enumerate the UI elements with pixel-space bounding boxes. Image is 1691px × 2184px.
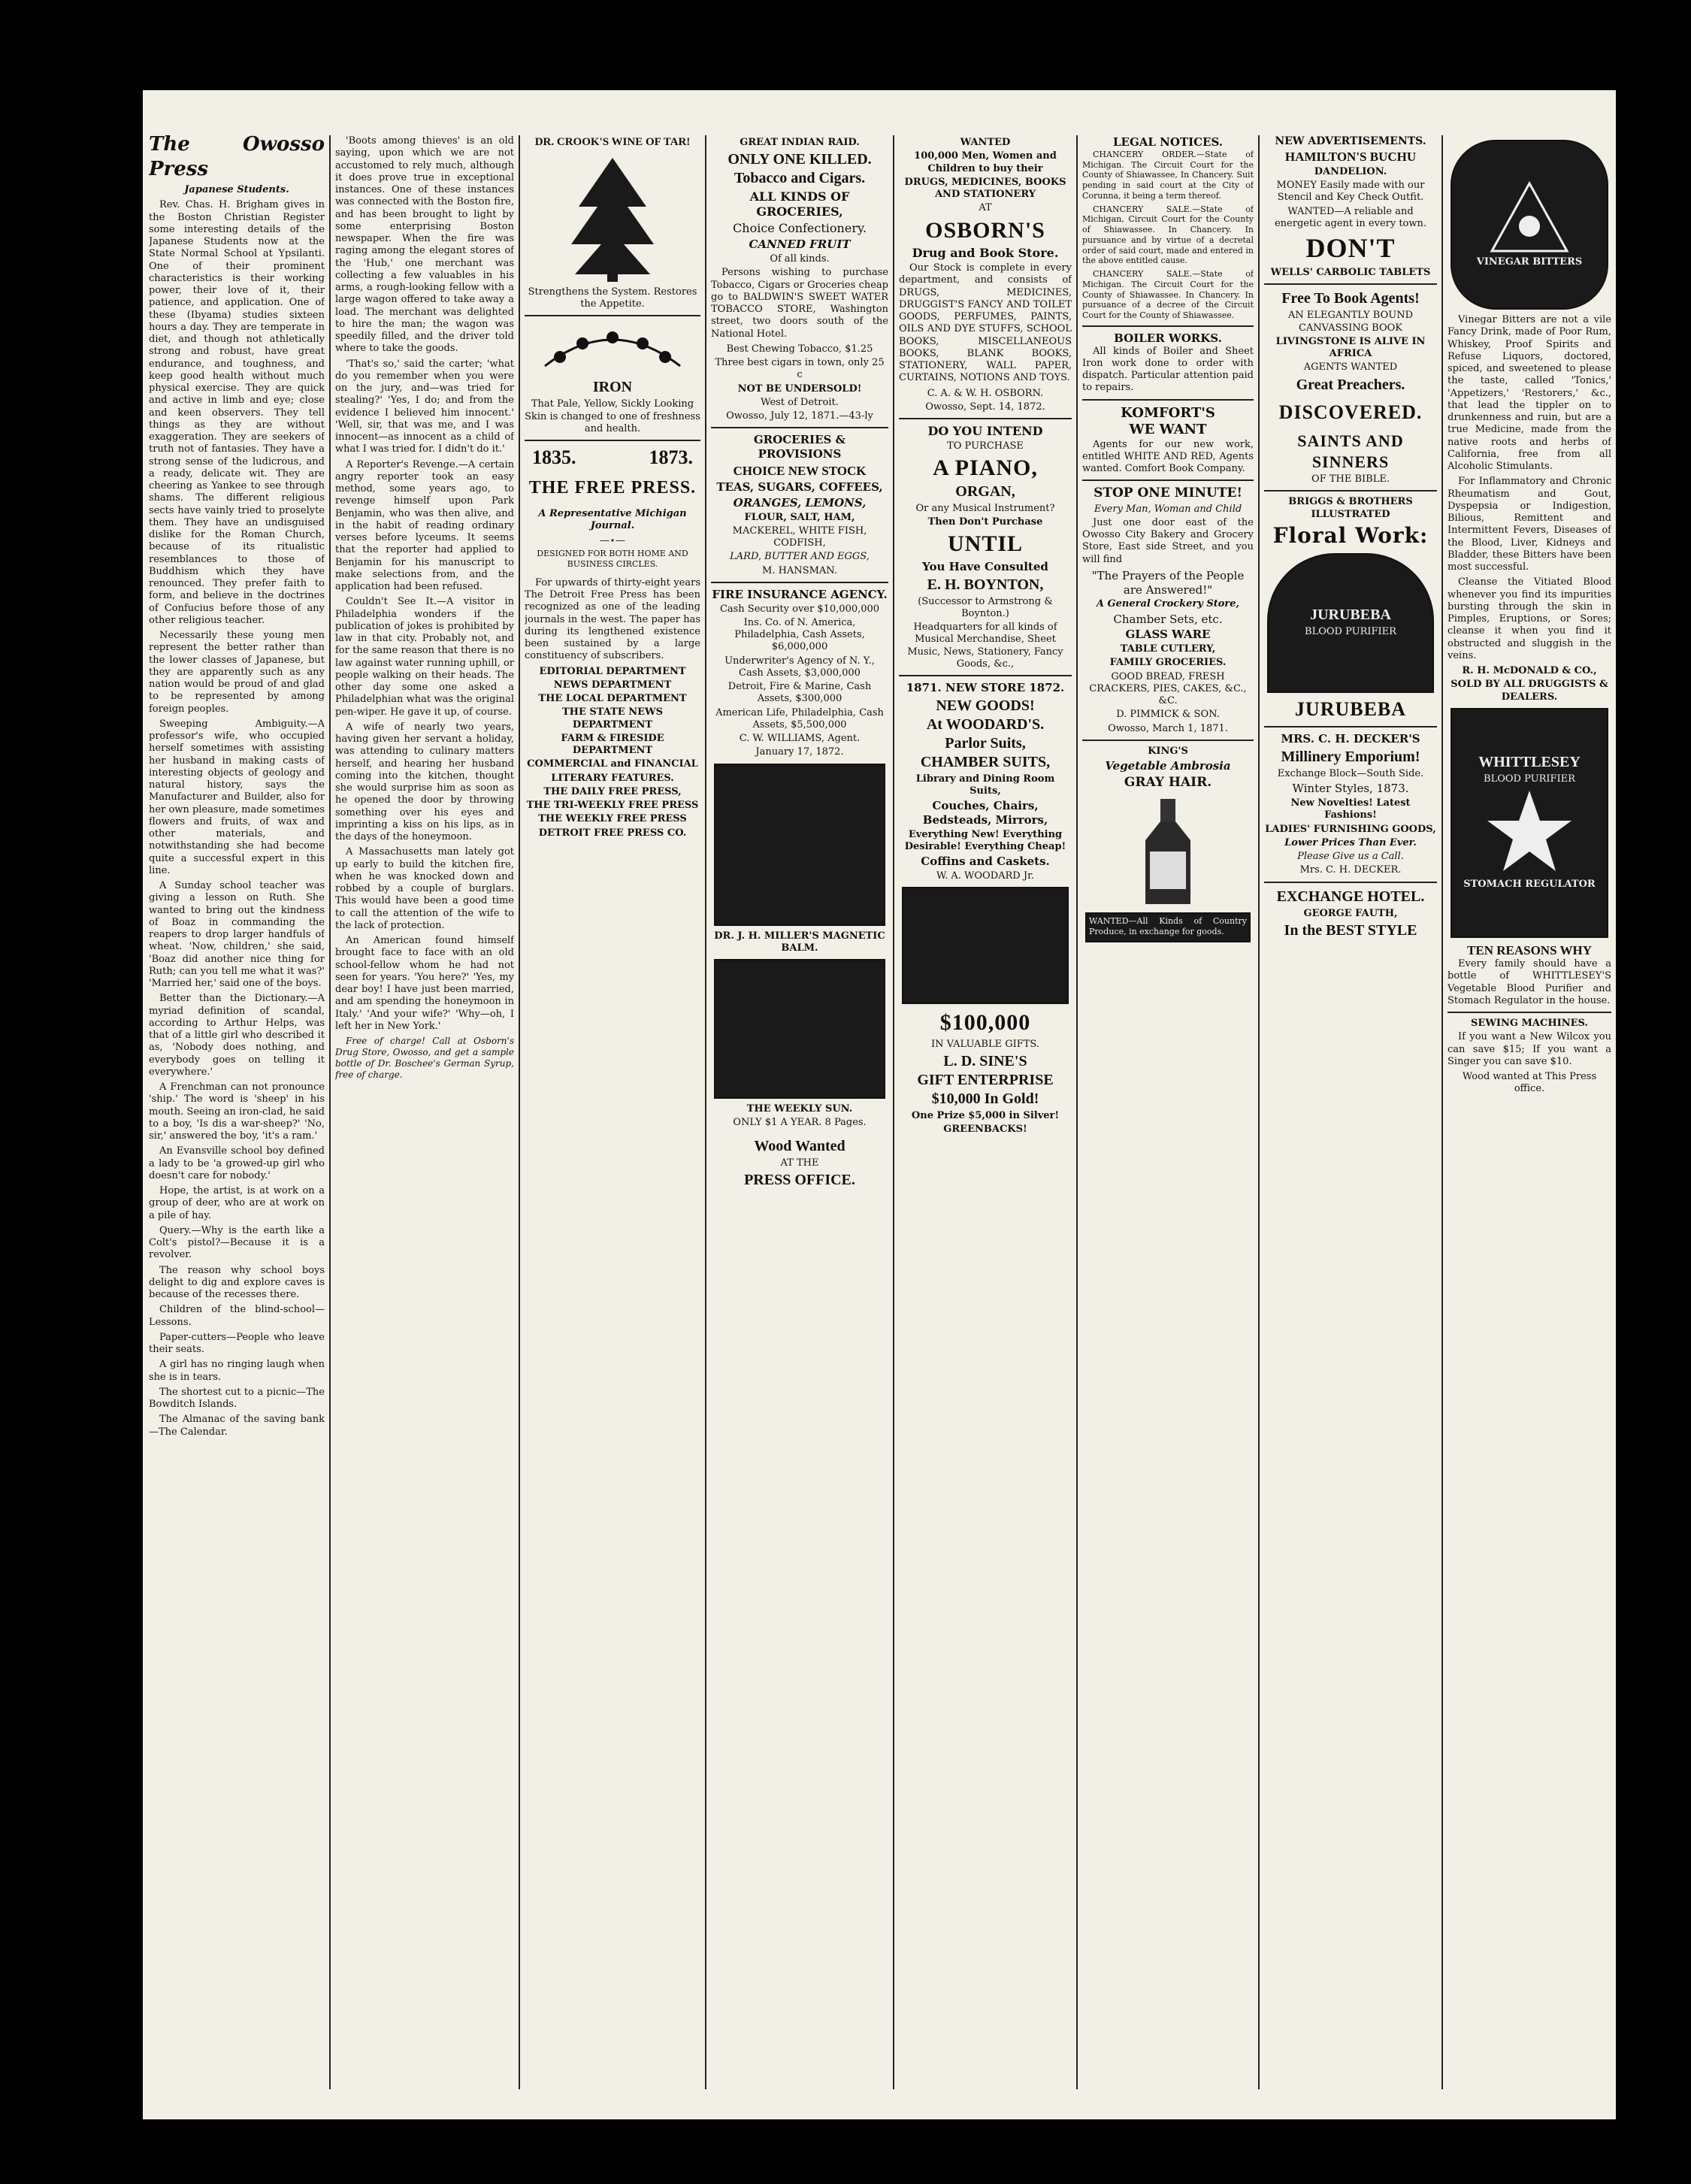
produce-wanted-banner: WANTED—All Kinds of Country Produce, in exchange for goods. [1085, 912, 1251, 942]
consulted-line: You Have Consulted [922, 559, 1048, 573]
wood-wanted-heading: Wood Wanted [754, 1137, 846, 1154]
wanted-line: WANTED—A reliable and energetic agent in every town. [1274, 205, 1427, 229]
year-start: 1835. [532, 446, 576, 468]
crockery-line: A General Crockery Store, [1096, 598, 1240, 610]
osborn-signature: C. A. & W. H. OSBORN. [927, 387, 1044, 399]
vinegar-logo-text: VINEGAR BITTERS [1476, 256, 1583, 268]
piano-or: Or any Musical Instrument? [915, 502, 1055, 514]
article-paragraph: A Reporter's Revenge.—A certain angry reporter took an easy method, some years ago, to revenge himself upon Park Benjamin, who was then alive, and in the habit of reading ordinary verses before lyceums. It seems that the reporter had applied to Benjamin for his manuscript to make selections from, and the application had been refused. [335, 458, 514, 592]
floral-heading: Floral Work: [1272, 522, 1429, 548]
boynton-hq: Headquarters for all kinds of Musical Merchandise, Sheet Music, News, Stationery, Fancy Goods, &c., [907, 622, 1063, 670]
legal-notices-heading: LEGAL NOTICES. [1112, 135, 1224, 149]
agents-line: AGENTS WANTED [1303, 361, 1398, 374]
saints-heading: SAINTS AND SINNERS [1297, 431, 1404, 471]
article-paragraph: An Evansville school boy defined a lady to be 'a growed-up girl who doesn't care for nobody.' [149, 1145, 325, 1181]
free-press-signature: DETROIT FREE PRESS CO. [538, 827, 687, 839]
coffins-line: Coffins and Caskets. [921, 855, 1050, 869]
balm-heading: DR. J. H. MILLER'S MAGNETIC BALM. [714, 930, 885, 954]
article-paragraph: Rev. Chas. H. Brigham gives in the Boston Christian Register some interesting details of the Japanese Students now at the State Normal School at Ypsilanti. One of their prominent characteristics is their working power, their love of it, their patience, and application. One of these (Ibyama) studies sixteen hours a day. They are temperate in diet, and though not athletically strong and robust, have great endurance, and toughness, and keep good health without much physical exercise. They are quick and active in limb and eye; close and keen observers. They tell things as they are without exaggeration. They are seekers of truth not of fantasies. They have a strong sense of the ludicrous, and a ready, delicate wit. They are cheering as Yankee to see through shams. The different religious sects have vainly tried to proselyte them. They have an undisguised dislike for the Roman Church, because of its ritualistic resemblances to those of Buddhism which they have renounced. They prefer faith to form, and believe in the doctrines of Confucius before those of any other religious teacher. [149, 199, 325, 626]
iron-text: That Pale, Yellow, Sickly Looking Skin is changed to one of freshness and health. [525, 398, 700, 434]
column-5 [899, 135, 1072, 2089]
reasons-text: Every family should have a bottle of WHITTLESEY'S Vegetable Blood Purifier and Stomach Regulator in the house. [1447, 958, 1611, 1006]
novelties-line: New Novelties! Latest Fashions! [1290, 797, 1411, 821]
legal-notice: CHANCERY ORDER.—State of Michigan. The Circuit Court for the County of Shiawassee, In Chancery. Suit pending in said court at the City of Corunna, it being a term thereof. [1082, 149, 1254, 201]
triangle-eye-icon [1488, 180, 1571, 255]
legal-notice: CHANCERY SALE.—State of Michigan. The Circuit Court for the County of Shiawassee. In Chancery. In pursuance of a decree of the Circuit Court for the County of Shiawassee. [1082, 269, 1254, 320]
reasons-heading: TEN REASONS WHY [1467, 942, 1592, 957]
wanted-items: DRUGS, MEDICINES, BOOKS AND STATIONERY [904, 176, 1066, 200]
chamber-suits: CHAMBER SUITS, [920, 753, 1051, 770]
article-paragraph: Children of the blind-school—Lessons. [149, 1304, 325, 1328]
insurance-cash: Cash Security over $10,000,000 [719, 603, 880, 615]
gift-amount: $100,000 [939, 1010, 1031, 1036]
column-6 [1082, 135, 1254, 2089]
boynton-name: E. H. BOYNTON, [927, 576, 1044, 593]
daily-heading: THE DAILY FREE PRESS, [543, 785, 682, 797]
year-end: 1873. [649, 446, 693, 468]
glass-ware-line: GLASS WARE [1125, 628, 1211, 642]
article-paragraph: Hope, the artist, is at work on a group of deer, who are at work on a pile of hay. [149, 1185, 325, 1221]
osborn-store: Drug and Book Store. [912, 246, 1059, 260]
editorial-heading: EDITORIAL DEPARTMENT [539, 665, 686, 677]
iron-heading: IRON [592, 379, 633, 396]
discovered-heading: DISCOVERED. [1278, 401, 1423, 423]
article-paragraph: Better than the Dictionary.—A myriad definition of scandal, according to Arthur Helps, was that of a little girl who described it as, 'Nobody does nothing, and everybody goes on telling it everywhere.' [149, 993, 325, 1078]
kings-heading: KING'S [1148, 745, 1188, 757]
article-paragraph: An American found himself brought face to face with an old school-fellow whom he had not seen for years. 'You here?' 'Yes, my dear boy! I have just been married, and am spending the honeymoon in Italy.' 'And your wife?' 'Why—oh, I left her in New York.' [335, 935, 514, 1032]
new-goods-heading: NEW GOODS! [936, 697, 1035, 714]
column-8 [1447, 135, 1611, 2089]
press-office-line: PRESS OFFICE. [744, 1171, 855, 1188]
west-line: West of Detroit. [761, 396, 839, 408]
gift-valuable: IN VALUABLE GIFTS. [931, 1038, 1039, 1050]
bottle-icon [1138, 795, 1198, 908]
newspaper-page [143, 90, 1616, 2119]
canvass-line: AN ELEGANTLY BOUND CANVASSING BOOK [1287, 310, 1414, 334]
cutlery-line: TABLE CUTLERY, [1120, 643, 1216, 655]
masthead-title: The Owosso Press [149, 133, 325, 180]
woodard-line: At WOODARD'S. [926, 715, 1045, 733]
pimmick-date: Owosso, March 1, 1871. [1108, 722, 1228, 734]
grocery-items: TEAS, SUGARS, COFFEES, [716, 480, 883, 494]
vinegar-text: For Inflammatory and Chronic Rheumatism and Gout, Dyspepsia or Indigestion, Bilious, Remittent and Intermittent Fevers, Diseases of the Blood, Liver, Kidneys and Bladder, these Bitters have been most successful. [1447, 476, 1611, 573]
wine-of-tar-sub: Strengthens the System. Restores the Appetite. [528, 286, 697, 310]
store-years: 1871. NEW STORE 1872. [906, 681, 1065, 694]
best-style-line: In the BEST STYLE [1284, 921, 1417, 939]
wanted-at: AT [979, 202, 992, 214]
gray-hair-heading: GRAY HAIR. [1124, 774, 1212, 790]
insurance-item: American Life, Philadelphia, Cash Assets, $5,500,000 [715, 706, 884, 731]
prize-line: One Prize $5,000 in Silver! [911, 1110, 1060, 1121]
we-want-heading: WE WANT [1129, 422, 1207, 437]
article-paragraph: Query.—Why is the earth like a Colt's pistol?—Because it is a revolver. [149, 1224, 325, 1261]
insurance-item: Ins. Co. of N. America, Philadelphia, Cash Assets, $6,000,000 [734, 616, 865, 653]
boynton-successor: (Successor to Armstrong & Boynton.) [918, 595, 1053, 619]
raid-top: GREAT INDIAN RAID. [740, 137, 860, 148]
grocery-items: MACKEREL, WHITE FISH, CODFISH, [732, 525, 867, 549]
vinegar-signature: R. H. McDONALD & CO., [1462, 665, 1597, 676]
article-paragraph: Couldn't See It.—A visitor in Philadelphia wonders if the publication of jokes is prohibited by law in that city. Probably not, and for the same reason that there is no law against water running uphill, or people walking on their heads. The other day some one asked a Philadelphian what was the original pen-wiper. He gave it up, of course. [335, 596, 514, 718]
family-groceries-line: FAMILY GROCERIES. [1109, 657, 1227, 669]
insurance-date: January 17, 1872. [755, 746, 844, 758]
raid-headline: ONLY ONE KILLED. [728, 151, 872, 168]
vinegar-text: Vinegar Bitters are not a vile Fancy Drink, made of Poor Rum, Whiskey, Proof Spirits and Refuse Liquors, doctored, spiced, and sweetened to please the taste, called 'Tonics,' 'Appetizers,' 'Restorers,' &c., that lead the tippler on to drunkenness and ruin, but are a true Medicine, made from the native roots and herbs of California, free from all Alcoholic Stimulants. [1447, 314, 1611, 472]
greenbacks-line: GREENBACKS! [943, 1124, 1027, 1136]
piano-to: TO PURCHASE [947, 440, 1024, 452]
money-line: MONEY Easily made with our Stencil and Key Check Outfit. [1276, 180, 1425, 204]
designed-line: DESIGNED FOR BOTH HOME AND BUSINESS CIRCLES. [537, 549, 688, 569]
weekly-heading: THE WEEKLY FREE PRESS [538, 813, 687, 825]
groceries-line: ALL KINDS OF GROCERIES, [749, 189, 850, 219]
piano-heading: A PIANO, [933, 455, 1038, 481]
preachers-heading: Great Preachers. [1296, 376, 1405, 393]
vinegar-text: Cleanse the Vitiated Blood whenever you find its impurities bursting through the skin in Pimples, Eruptions, or Sores; cleanse it when you find it obstructed and sluggish in the veins. [1447, 576, 1611, 661]
decker-heading: MRS. C. H. DECKER'S [1281, 732, 1420, 746]
whittlesey-name: WHITTLESEY [1478, 754, 1581, 770]
wine-of-tar-heading: DR. CROOK'S WINE OF TAR! [534, 136, 691, 148]
column-7 [1264, 135, 1437, 2089]
jurubeba-logo-sub: BLOOD PURIFIER [1305, 626, 1396, 638]
confectionery-line: Choice Confectionery. [733, 221, 867, 236]
chamber-sets-line: Chamber Sets, etc. [1113, 612, 1223, 626]
article-paragraph: A girl has no ringing laugh when she is in tears. [149, 1359, 325, 1383]
article-paragraph: The Almanac of the saving bank—The Calendar. [149, 1414, 325, 1438]
whittlesey-logo [1451, 708, 1608, 938]
gift-enterprise-heading: GIFT ENTERPRISE [917, 1072, 1054, 1088]
exchange-block: Exchange Block—South Side. [1277, 768, 1424, 779]
iron-arch-icon [537, 321, 688, 374]
osborn-text: Our Stock is complete in every department, and consists of DRUGS, MEDICINES, DRUGGIST'S FANCY AND TOILET GOODS, PERFUMES, PAINTS, OILS AND DYE STUFFS, SCHOOL BOOKS, MISCELLANEOUS BOOKS, BLANK BOOKS, STATIONERY, WALL PAPER, CURTAINS, NOTIONS AND TOYS. [899, 262, 1072, 384]
insurance-item: Detroit, Fire & Marine, Cash Assets, $300,000 [728, 681, 872, 705]
bread-line: GOOD BREAD, FRESH CRACKERS, PIES, CAKES, &C., &C. [1089, 670, 1247, 706]
article-paragraph: A wife of nearly two years, having given her servant a holiday, was attending to culinary matters herself, and hearing her husband coming into the kitchen, thought she would surprise him as soon as he opened the door by throwing something over his eyes and imprinting a kiss on his lips, as in the days of the honeymoon. [335, 721, 514, 842]
ladies-line: LADIES' FURNISHING GOODS, [1265, 823, 1436, 835]
triweekly-heading: THE TRI-WEEKLY FREE PRESS [526, 800, 699, 811]
wells-line: WELLS' CARBOLIC TABLETS [1270, 267, 1431, 278]
sine-name: L. D. SINE'S [943, 1053, 1027, 1069]
free-press-title: THE FREE PRESS. [528, 477, 697, 498]
please-call: Please Give us a Call. [1297, 851, 1404, 862]
vinegar-bitters-logo [1451, 140, 1608, 310]
article-paragraph: A Sunday school teacher was giving a lesson on Ruth. She wanted to bring out the kindness of Boaz in commanding the reapers to drop larger handfuls of wheat. 'Now, children,' she said, 'Boaz did another nice thing for Ruth; can you tell me what it was?' 'Married her,' said one of the boys. [149, 880, 325, 989]
grocery-signature: M. HANSMAN. [762, 564, 837, 576]
column-3: DR. CROOK'S WINE OF TAR! Strengthens the System. Restores the Appetite. IRON That Pale, Yellow, Sickly Looking Skin is changed to one of freshness and health. 1835. 1873. THE FREE PRESS. A Representative Michigan Journal. —⋆— DESIGNED FOR BOTH HOME AND BUSINESS CIRCLES. For upwards of thirty-eight years The Detroit Free Press has been recognized as one of the leading journals in the west. The paper has during its lengthened existence been sustained by a large constituency of subscribers. EDITORIAL DEPARTMENT NEWS DEPARTMENT THE LOCAL DEPARTMENT THE STATE NEWS DEPARTMENT FARM & FIRESIDE DEPARTMENT COMMERCIAL and FINANCIAL LITERARY FEATURES. THE DAILY FREE PRESS, THE TRI-WEEKLY FREE PRESS THE WEEKLY FREE PRESS DETROIT FREE PRESS CO. [525, 136, 700, 839]
article-paragraph: Necessarily these young men represent the better rather than the lower classes of Japanese, but they are apparently such as any nation would be proud of and glad to be represented by among foreign peoples. [149, 630, 325, 715]
star-icon [1484, 787, 1575, 877]
osborn-date: Owosso, Sept. 14, 1872. [925, 401, 1045, 413]
literary-heading: LITERARY FEATURES. [551, 772, 674, 784]
parlor-suits: Parlor Suits, [945, 734, 1026, 752]
canned-fruit-line: CANNED FRUIT [749, 237, 851, 252]
jurubeba-logo-text: JURUBEBA [1310, 606, 1391, 624]
pine-tree-icon [564, 154, 661, 282]
column-2 [335, 135, 514, 2089]
raid-date: Owosso, July 12, 1871.—43-ly [726, 410, 873, 422]
cigar-price: Three best cigars in town, only 25 c [715, 357, 885, 381]
woodard-signature: W. A. WOODARD Jr. [936, 870, 1034, 882]
wood-line: Wood wanted at This Press office. [1462, 1071, 1597, 1095]
piano-question: DO YOU INTEND [927, 424, 1043, 438]
prayers-line: "The Prayers of the People are Answered!" [1091, 568, 1245, 597]
briggs-line: BRIGGS & BROTHERS ILLUSTRATED [1288, 496, 1413, 520]
article-paragraph: Sweeping Ambiguity.—A professor's wife, who occupied herself sometimes with assisting her husband in making casts of interesting objects of geology and natural history, says the Manufacturer and Builder, also for her own pleasure, made sometimes flowers and fruits, of wax and other materials, and notwithstanding she had become quite a successful expert in this line. [149, 718, 325, 876]
tobacco-line: Tobacco and Cigars. [734, 170, 866, 187]
organ-heading: ORGAN, [955, 482, 1015, 500]
piano-then: Then Don't Purchase [927, 516, 1043, 528]
new-stock-line: CHOICE NEW STOCK [733, 463, 867, 478]
insurance-item: Underwriter's Agency of N. Y., Cash Assets, $3,000,000 [724, 655, 875, 679]
local-heading: THE LOCAL DEPARTMENT [538, 693, 687, 704]
stop-sub: Every Man, Woman and Child [1094, 503, 1242, 515]
news-heading: NEWS DEPARTMENT [553, 679, 672, 691]
boiler-heading: BOILER WORKS. [1114, 331, 1222, 345]
canned-fruit-sub: Of all kinds. [770, 253, 830, 265]
until-heading: UNTIL [947, 531, 1024, 557]
tobacco-price: Best Chewing Tobacco, $1.25 [726, 343, 873, 355]
grocery-items: FLOUR, SALT, HAM, [744, 511, 855, 523]
buchu-name: HAMILTON'S BUCHU [1284, 149, 1417, 164]
druggists-line: SOLD BY ALL DRUGGISTS & DEALERS. [1451, 679, 1608, 703]
lower-prices: Lower Prices Than Ever. [1284, 836, 1417, 848]
sewing-heading: SEWING MACHINES. [1471, 1018, 1588, 1029]
article-paragraph: 'Boots among thieves' is an old saying, upon which we are not accustomed to rely much, although it does prove true in exceptional instances. One of these instances was connected with the Boston fire, and has been brought to light by some enterprising Boston newspaper. When the fire was raging among the elegant stores of the 'Hub,' one merchant was collecting a few valuables in his arms, a rough-looking fellow with a large wagon offered to take away a load. The merchant was delighted to hire the man; the wagon was speedily filled, and the driver told where to take the goods. [335, 135, 514, 355]
article-paragraph: The reason why school boys delight to dig and explore caves is because of the recesses there. [149, 1264, 325, 1300]
sun-heading: THE WEEKLY SUN. [746, 1103, 853, 1115]
hotel-heading: EXCHANGE HOTEL. [1276, 888, 1425, 905]
undersold-line: NOT BE UNDERSOLD! [737, 383, 862, 395]
sun-sub: ONLY $1 A YEAR. 8 Pages. [733, 1117, 867, 1129]
winter-styles: Winter Styles, 1873. [1292, 782, 1409, 796]
grocery-items: LARD, BUTTER AND EGGS, [730, 551, 870, 563]
livingstone-line: LIVINGSTONE IS ALIVE IN AFRICA [1275, 335, 1426, 359]
raid-text: Persons wishing to purchase Tobacco, Cigars or Groceries cheap go to BALDWIN'S SWEET WATER TOBACCO STORE, Washington street, two doors south of the National Hotel. [711, 267, 888, 340]
article-paragraph: 'That's so,' said the carter; 'what do you remember when you were on the jury, and—was tried for stealing?' 'Yes, I do; and from the evidence I believed him innocent.' 'Well, sir, that was me, and I was innocent—as innocent as a child of what I was tried for. I didn't do it.' [335, 358, 514, 455]
article-paragraph: The shortest cut to a picnic—The Bowditch Islands. [149, 1386, 325, 1410]
jurubeba-logo [1267, 553, 1434, 693]
couches-line: Couches, Chairs, Bedsteads, Mirrors, [922, 799, 1048, 827]
article-headline: Japanese Students. [184, 184, 289, 195]
dark-engraving-ad [714, 764, 885, 926]
wanted-line: 100,000 Men, Women and Children to buy their [914, 150, 1057, 174]
farm-heading: FARM & FIRESIDE DEPARTMENT [561, 732, 664, 756]
pimmick-signature: D. PIMMICK & SON. [1116, 709, 1220, 721]
osborn-name: OSBORN'S [925, 217, 1045, 243]
komfort-heading: KOMFORT'S [1121, 404, 1215, 421]
we-want-text: Agents for our new work, entitled WHITE AND RED, Agents wanted. Comfort Book Company. [1082, 438, 1254, 474]
article-paragraph: A Frenchman can not pronounce 'ship.' The word is 'sheep' in his mouth. Seeing an iron-clad, he said to a boy, 'Is dis a war-sheep?' 'No, sir,' answered the boy, 'it's a ram.' [149, 1081, 325, 1142]
jurubeba-heading: JURUBEBA [1294, 697, 1407, 720]
decker-signature: Mrs. C. H. DECKER. [1299, 864, 1402, 876]
state-heading: THE STATE NEWS DEPARTMENT [561, 706, 663, 731]
sewing-text: If you want a New Wilcox you can save $15; If you want a Singer you can save $10. [1447, 1031, 1611, 1067]
library-suits: Library and Dining Room Suits, [915, 773, 1055, 797]
saints-sub: OF THE BIBLE. [1311, 473, 1390, 485]
grocery-items: ORANGES, LEMONS, [733, 495, 867, 510]
dont-heading: DON'T [1305, 233, 1396, 263]
column-1 [149, 132, 325, 2089]
regulator-line: STOMACH REGULATOR [1463, 879, 1596, 891]
everything-line: Everything New! Everything Desirable! Everything Cheap! [904, 828, 1066, 852]
buchu-sub: DANDELION. [1314, 165, 1387, 177]
stop-minute-heading: STOP ONE MINUTE! [1094, 486, 1242, 501]
legal-notice: CHANCERY SALE.—State of Michigan, Circuit Court for the County of Shiawassee. In Chancery. In pursuance and by virtue of a decretal order of said court, made and entered in the above entitled cause. [1082, 204, 1254, 266]
stop-text: Just one door east of the Owosso City Bakery and Grocery Store, East side Street, and you will find [1082, 516, 1254, 565]
gold-line: $10,000 In Gold! [931, 1090, 1039, 1107]
commercial-heading: COMMERCIAL and FINANCIAL [527, 758, 698, 770]
balm-engraving [714, 959, 885, 1099]
insurance-heading: FIRE INSURANCE AGENCY. [712, 587, 888, 601]
ambrosia-heading: Vegetable Ambrosia [1105, 759, 1231, 773]
whittlesey-sub: BLOOD PURIFIER [1484, 773, 1575, 785]
gift-enterprise-engraving [902, 887, 1069, 1004]
wood-at: AT THE [780, 1157, 819, 1169]
wanted-heading: WANTED [960, 137, 1011, 148]
article-paragraph: Paper-cutters—People who leave their seats. [149, 1331, 325, 1355]
column-4 [711, 135, 888, 2089]
millinery-heading: Millinery Emporium! [1281, 749, 1420, 765]
boiler-text: All kinds of Boiler and Sheet Iron work done to order with dispatch. Particular attention paid to repairs. [1082, 345, 1254, 394]
groceries-heading: GROCERIES & PROVISIONS [753, 433, 846, 461]
free-press-body: For upwards of thirty-eight years The Detroit Free Press has been recognized as one of the leading journals in the west. The paper has during its lengthened existence been sustained by a large constituency of subscribers. [525, 576, 700, 662]
new-ads-heading: NEW ADVERTISEMENTS. [1275, 135, 1426, 147]
notice-paragraph: Free of charge! Call at Osborn's Drug Store, Owosso, and get a sample bottle of Dr. Boschee's German Syrup, free of charge. [335, 1036, 514, 1080]
insurance-signature: C. W. WILLIAMS, Agent. [739, 733, 861, 744]
journal-subtitle: A Representative Michigan Journal. [538, 507, 687, 531]
article-paragraph: A Massachusetts man lately got up early to build the kitchen fire, when he was knocked down and robbed by a couple of burglars. This would have been a good time to call the attention of the wife to the lack of protection. [335, 846, 514, 931]
hotel-proprietor: GEORGE FAUTH, [1303, 907, 1398, 919]
free-books-heading: Free To Book Agents! [1281, 290, 1420, 307]
